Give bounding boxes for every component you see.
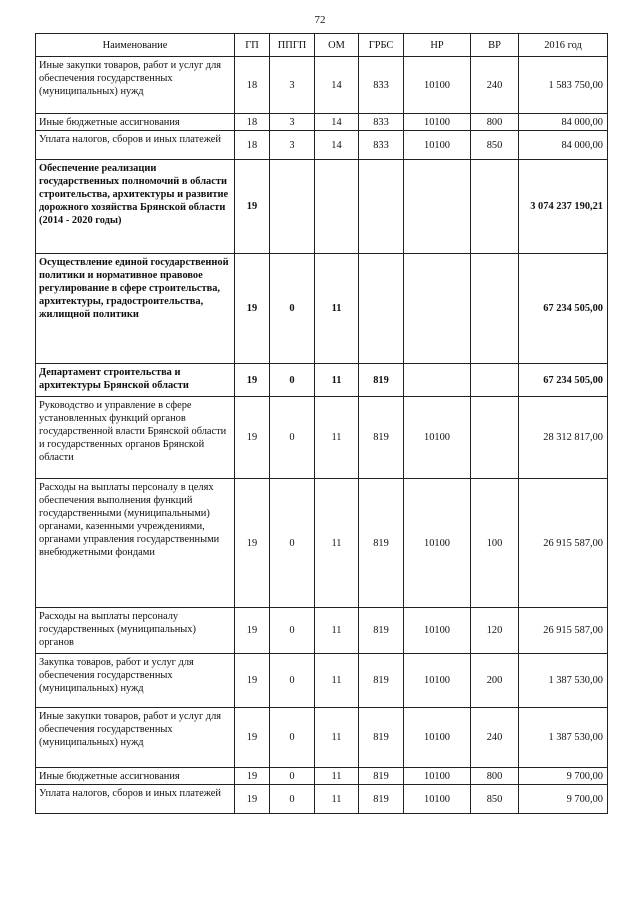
cell-vr [471, 364, 519, 397]
table-row [36, 479, 608, 608]
cell-ppgp: 0 [270, 254, 315, 364]
cell-om: 11 [315, 708, 359, 768]
cell-name: Осуществление единой государственной политики и нормативное правовое регулирование в сфере строительства, архитектуры, градостроительства, жилищной политики [36, 254, 235, 364]
cell-grbs: 819 [359, 768, 404, 785]
cell-om: 14 [315, 114, 359, 131]
table-row [36, 57, 608, 114]
cell-gp: 19 [235, 708, 270, 768]
cell-name: Иные бюджетные ассигнования [36, 114, 235, 131]
cell-nr: 10100 [404, 397, 471, 479]
cell-om: 14 [315, 57, 359, 114]
cell-gp: 19 [235, 654, 270, 708]
cell-ppgp: 0 [270, 479, 315, 608]
cell-grbs [359, 160, 404, 254]
header-name: Наименование [36, 34, 235, 57]
header-year: 2016 год [519, 34, 608, 57]
cell-grbs: 819 [359, 785, 404, 814]
cell-name: Руководство и управление в сфере установленных функций органов государственной власти Брянской области и государственных органов Брянской области [36, 397, 235, 479]
cell-om: 11 [315, 254, 359, 364]
cell-amount: 9 700,00 [519, 768, 608, 785]
cell-ppgp [270, 160, 315, 254]
cell-amount: 67 234 505,00 [519, 254, 608, 364]
cell-nr: 10100 [404, 131, 471, 160]
cell-amount: 67 234 505,00 [519, 364, 608, 397]
cell-om [315, 160, 359, 254]
cell-vr: 800 [471, 114, 519, 131]
table-row [36, 364, 608, 397]
cell-gp: 19 [235, 397, 270, 479]
table-row [36, 114, 608, 131]
cell-vr [471, 160, 519, 254]
cell-grbs: 819 [359, 608, 404, 654]
table-row [36, 768, 608, 785]
cell-name: Расходы на выплаты персоналу в целях обеспечения выполнения функций государственными (муниципальными) органами, казенными учреждениями, органами управления государственными внебюджетными фондами [36, 479, 235, 608]
budget-table [35, 33, 608, 814]
cell-grbs: 819 [359, 364, 404, 397]
cell-om: 11 [315, 785, 359, 814]
cell-grbs: 819 [359, 479, 404, 608]
cell-vr: 200 [471, 654, 519, 708]
cell-nr [404, 160, 471, 254]
cell-vr: 100 [471, 479, 519, 608]
cell-om: 11 [315, 768, 359, 785]
header-grbs: ГРБС [359, 34, 404, 57]
cell-grbs [359, 254, 404, 364]
cell-name: Обеспечение реализации государственных полномочий в области строительства, архитектуры и развитие дорожного хозяйства Брянской области (2014 - 2020 годы) [36, 160, 235, 254]
cell-ppgp: 3 [270, 131, 315, 160]
cell-amount: 1 583 750,00 [519, 57, 608, 114]
cell-ppgp: 3 [270, 57, 315, 114]
cell-amount: 1 387 530,00 [519, 654, 608, 708]
cell-amount: 84 000,00 [519, 131, 608, 160]
cell-amount: 26 915 587,00 [519, 608, 608, 654]
cell-name: Уплата налогов, сборов и иных платежей [36, 131, 235, 160]
cell-ppgp: 3 [270, 114, 315, 131]
cell-name: Закупка товаров, работ и услуг для обеспечения государственных (муниципальных) нужд [36, 654, 235, 708]
header-ppgp: ППГП [270, 34, 315, 57]
cell-ppgp: 0 [270, 708, 315, 768]
table-row [36, 160, 608, 254]
header-row [36, 34, 608, 57]
cell-gp: 19 [235, 768, 270, 785]
cell-grbs: 833 [359, 114, 404, 131]
table-row [36, 131, 608, 160]
cell-nr: 10100 [404, 654, 471, 708]
table-row [36, 708, 608, 768]
cell-ppgp: 0 [270, 785, 315, 814]
cell-vr [471, 397, 519, 479]
cell-gp: 19 [235, 364, 270, 397]
table-row [36, 254, 608, 364]
cell-nr: 10100 [404, 768, 471, 785]
cell-om: 14 [315, 131, 359, 160]
cell-name: Иные закупки товаров, работ и услуг для обеспечения государственных (муниципальных) нужд [36, 57, 235, 114]
cell-nr: 10100 [404, 785, 471, 814]
cell-nr [404, 364, 471, 397]
page-number: 72 [314, 14, 326, 26]
cell-amount: 3 074 237 190,21 [519, 160, 608, 254]
cell-gp: 18 [235, 131, 270, 160]
cell-om: 11 [315, 479, 359, 608]
cell-om: 11 [315, 608, 359, 654]
cell-amount: 1 387 530,00 [519, 708, 608, 768]
cell-name: Иные закупки товаров, работ и услуг для обеспечения государственных (муниципальных) нужд [36, 708, 235, 768]
cell-amount: 28 312 817,00 [519, 397, 608, 479]
cell-grbs: 819 [359, 708, 404, 768]
cell-vr: 240 [471, 708, 519, 768]
cell-gp: 19 [235, 160, 270, 254]
cell-amount: 9 700,00 [519, 785, 608, 814]
header-vr: ВР [471, 34, 519, 57]
cell-amount: 84 000,00 [519, 114, 608, 131]
cell-nr: 10100 [404, 57, 471, 114]
table-row [36, 654, 608, 708]
cell-grbs: 819 [359, 654, 404, 708]
table-row [36, 785, 608, 814]
cell-ppgp: 0 [270, 654, 315, 708]
cell-name: Иные бюджетные ассигнования [36, 768, 235, 785]
cell-vr: 800 [471, 768, 519, 785]
table-row [36, 608, 608, 654]
cell-vr: 240 [471, 57, 519, 114]
cell-name: Департамент строительства и архитектуры Брянской области [36, 364, 235, 397]
cell-vr: 120 [471, 608, 519, 654]
header-nr: НР [404, 34, 471, 57]
header-gp: ГП [235, 34, 270, 57]
cell-amount: 26 915 587,00 [519, 479, 608, 608]
cell-nr: 10100 [404, 708, 471, 768]
cell-name: Уплата налогов, сборов и иных платежей [36, 785, 235, 814]
cell-vr: 850 [471, 785, 519, 814]
cell-om: 11 [315, 397, 359, 479]
cell-om: 11 [315, 364, 359, 397]
cell-grbs: 819 [359, 397, 404, 479]
cell-vr: 850 [471, 131, 519, 160]
cell-grbs: 833 [359, 131, 404, 160]
cell-gp: 19 [235, 608, 270, 654]
cell-nr: 10100 [404, 114, 471, 131]
header-om: ОМ [315, 34, 359, 57]
cell-vr [471, 254, 519, 364]
table-row [36, 397, 608, 479]
cell-nr: 10100 [404, 608, 471, 654]
cell-grbs: 833 [359, 57, 404, 114]
cell-gp: 19 [235, 785, 270, 814]
cell-ppgp: 0 [270, 768, 315, 785]
cell-name: Расходы на выплаты персоналу государственных (муниципальных) органов [36, 608, 235, 654]
cell-nr: 10100 [404, 479, 471, 608]
cell-gp: 18 [235, 57, 270, 114]
cell-gp: 19 [235, 254, 270, 364]
cell-gp: 18 [235, 114, 270, 131]
cell-ppgp: 0 [270, 397, 315, 479]
cell-ppgp: 0 [270, 364, 315, 397]
cell-gp: 19 [235, 479, 270, 608]
cell-nr [404, 254, 471, 364]
cell-om: 11 [315, 654, 359, 708]
cell-ppgp: 0 [270, 608, 315, 654]
